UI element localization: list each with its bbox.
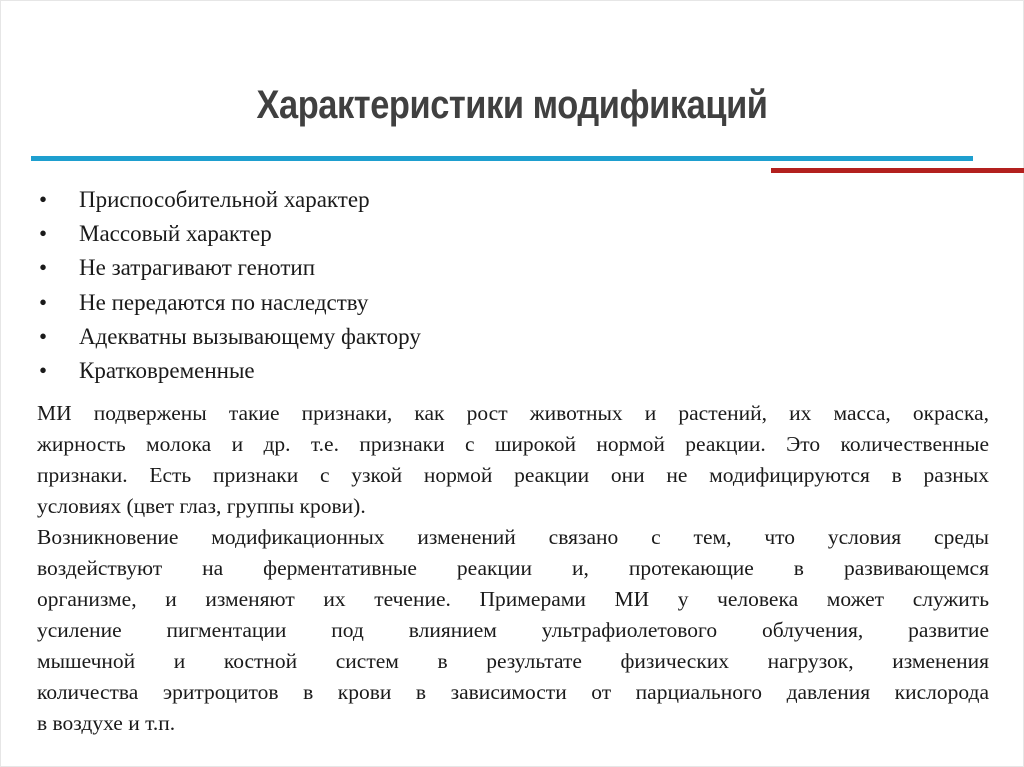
paragraph-mechanism [37, 522, 989, 739]
paragraph-traits [37, 398, 989, 522]
text-line: воздействуют на ферментативные реакции и, протекающие в развивающемся [37, 556, 989, 580]
bullet-icon: • [39, 357, 48, 383]
title-underline-blue [31, 156, 973, 161]
list-item [39, 320, 421, 354]
bullet-text: Не передаются по наследству [79, 289, 369, 315]
bullet-text: Кратковременные [79, 357, 255, 383]
bullet-text: Не затрагивают генотип [79, 255, 316, 281]
text-line: организме, и изменяют их течение. Примерами МИ у человека может служить [37, 587, 989, 611]
bullet-icon: • [39, 187, 48, 212]
list-item [39, 354, 421, 388]
bullet-icon: • [39, 221, 48, 247]
text-line: признаки. Есть признаки с узкой нормой реакции они не модифицируются в разных [37, 463, 989, 487]
text-line: мышечной и костной систем в результате физических нагрузок, изменения [37, 649, 989, 673]
bullet-icon: • [39, 289, 48, 315]
bullet-icon: • [39, 255, 48, 281]
text-line: Возникновение модификационных изменений связано с тем, что условия среды [37, 525, 989, 549]
bullet-icon: • [39, 323, 48, 349]
bullet-text: Адекватны вызывающему фактору [79, 323, 421, 349]
text-line: условиях (цвет глаз, группы крови). [37, 494, 366, 518]
bullet-list [39, 183, 421, 388]
list-item [39, 251, 421, 285]
bullet-text: Приспособительной характер [79, 187, 370, 212]
list-item [39, 286, 421, 320]
text-line: усиление пигментации под влиянием ультрафиолетового облучения, развитие [37, 618, 989, 642]
text-line: МИ подвержены такие признаки, как рост животных и растений, их масса, окраска, [37, 401, 989, 425]
text-line: в воздухе и т.п. [37, 711, 176, 735]
list-item [39, 217, 421, 251]
bullet-text: Массовый характер [79, 221, 272, 247]
title-underline-red [771, 168, 1024, 173]
text-line: количества эритроцитов в крови в зависимости от парциального давления кислорода [37, 680, 989, 704]
text-line: жирность молока и др. т.е. признаки с широкой нормой реакции. Это количественные [37, 432, 989, 456]
slide-title: Характеристики модификаций [256, 83, 768, 127]
list-item [39, 183, 421, 217]
